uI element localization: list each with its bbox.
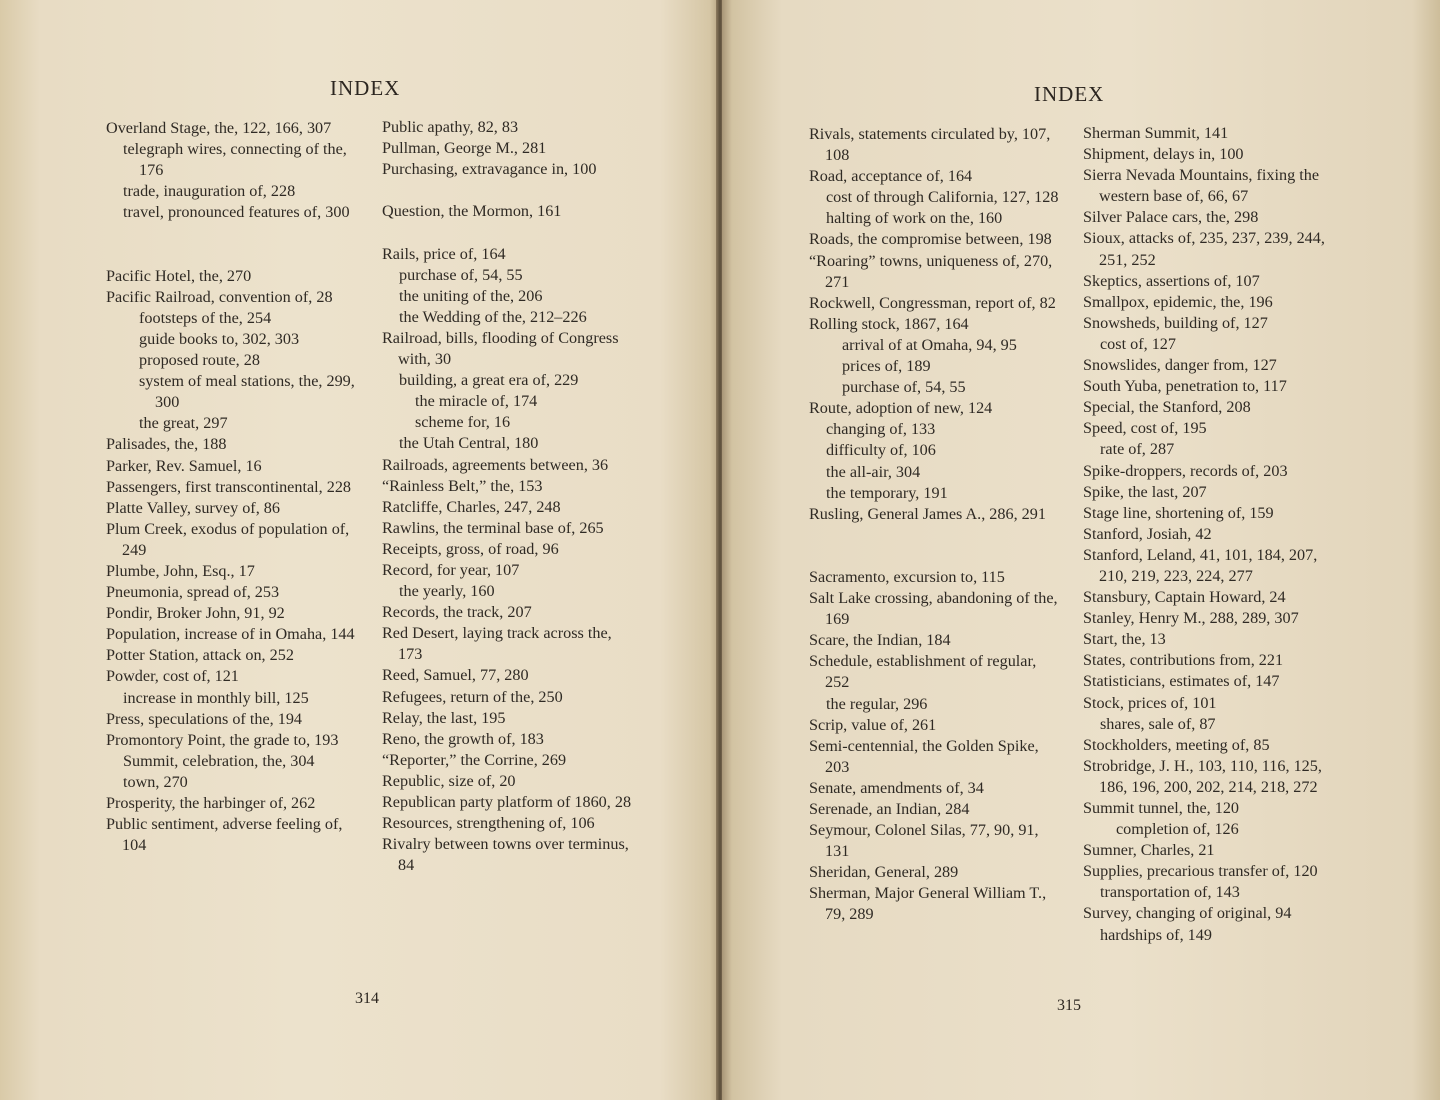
index-subentry: the regular, 296 (826, 694, 928, 713)
entry-spacer (809, 546, 1061, 567)
index-entry: Sherman, Major General William T., 79, 289 (809, 884, 1047, 924)
index-entry: Republican party platform of 1860, 28 (382, 793, 632, 811)
index-entry: Sheridan, General, 289 (809, 863, 959, 882)
index-entry: Railroads, agreements between, 36 (382, 455, 609, 474)
index-entry: Public sentiment, adverse feeling of, 104 (106, 815, 343, 855)
index-entry: Roads, the compromise between, 198 (809, 230, 1052, 249)
index-entry: Republic, size of, 20 (382, 771, 516, 790)
index-subentry: telegraph wires, connecting of the, 176 (123, 140, 347, 180)
index-entry: Stockholders, meeting of, 85 (1083, 735, 1270, 754)
index-entry: Scrip, value of, 261 (809, 715, 937, 734)
index-column (809, 124, 1061, 926)
index-entry: Potter Station, attack on, 252 (106, 646, 294, 665)
index-entry: Public apathy, 82, 83 (382, 118, 519, 136)
index-subentry: arrival of at Omaha, 94, 95 (842, 335, 1017, 354)
index-subentry: the great, 297 (139, 414, 228, 433)
index-subentry: town, 270 (123, 772, 188, 791)
index-entry: Schedule, establishment of regular, 252 (809, 652, 1037, 692)
index-entry: “Rainless Belt,” the, 153 (382, 476, 543, 495)
index-subentry: purchase of, 54, 55 (399, 265, 523, 284)
index-entry: Rivals, statements circulated by, 107, 108 (809, 125, 1051, 165)
entry-spacer (382, 180, 634, 201)
index-entry: Red Desert, laying track across the, 173 (382, 624, 612, 664)
index-entry: South Yuba, penetration to, 117 (1083, 377, 1287, 396)
index-subentry: the uniting of the, 206 (399, 286, 543, 305)
index-subentry: travel, pronounced features of, 300 (123, 203, 350, 222)
index-entry: Stanford, Josiah, 42 (1083, 524, 1212, 543)
index-subentry: halting of work on the, 160 (826, 209, 1003, 228)
index-subentry: trade, inauguration of, 228 (123, 182, 296, 201)
right-page (722, 0, 1440, 1100)
page-header: INDEX (1034, 82, 1105, 106)
index-entry: Strobridge, J. H., 103, 110, 116, 125, 186, 196, 200, 202, 214, 218, 272 (1083, 756, 1322, 796)
index-subentry: hardships of, 149 (1100, 925, 1212, 944)
index-subentry: system of meal stations, the, 299, 300 (139, 372, 355, 412)
index-entry: Sierra Nevada Mountains, fixing the western base of, 66, 67 (1083, 166, 1320, 206)
index-subentry: transportation of, 143 (1100, 883, 1240, 902)
index-entry: Railroad, bills, flooding of Congress with, 30 (382, 328, 619, 369)
index-entry: Press, speculations of the, 194 (106, 709, 303, 728)
index-subentry: scheme for, 16 (415, 413, 511, 432)
index-entry: Smallpox, epidemic, the, 196 (1083, 292, 1273, 311)
entry-spacer (809, 525, 1061, 546)
index-subentry: cost of through California, 127, 128 (826, 188, 1059, 207)
page-number: 315 (1057, 997, 1081, 1014)
index-entry: Sumner, Charles, 21 (1083, 841, 1215, 860)
index-entry: Reno, the growth of, 183 (382, 729, 544, 748)
index-subentry: changing of, 133 (826, 420, 936, 439)
index-entry: Sherman Summit, 141 (1083, 124, 1229, 142)
index-column (382, 117, 634, 876)
index-subentry: difficulty of, 106 (826, 441, 936, 460)
index-entry: Rolling stock, 1867, 164 (809, 314, 969, 333)
index-entry: Stage line, shortening of, 159 (1083, 503, 1274, 522)
index-column (1083, 123, 1335, 946)
index-entry: Population, increase of in Omaha, 144 (106, 625, 355, 644)
index-entry: Spike, the last, 207 (1083, 482, 1207, 501)
index-entry: Platte Valley, survey of, 86 (106, 498, 280, 517)
index-entry: Survey, changing of original, 94 (1083, 904, 1292, 923)
index-subentry: guide books to, 302, 303 (139, 329, 300, 348)
index-entry: Records, the track, 207 (382, 603, 532, 622)
page-number: 314 (355, 990, 379, 1007)
index-entry: Stansbury, Captain Howard, 24 (1083, 588, 1286, 607)
index-entry: Prosperity, the harbinger of, 262 (106, 794, 316, 812)
index-entry: Start, the, 13 (1083, 630, 1166, 649)
index-entry: Sioux, attacks of, 235, 237, 239, 244, 251, 252 (1083, 229, 1325, 269)
index-entry: Pondir, Broker John, 91, 92 (106, 604, 285, 623)
index-entry: States, contributions from, 221 (1083, 651, 1284, 670)
index-entry: Relay, the last, 195 (382, 708, 506, 727)
index-entry: Statisticians, estimates of, 147 (1083, 672, 1280, 691)
index-entry: Rusling, General James A., 286, 291 (809, 504, 1046, 523)
left-page (0, 0, 718, 1100)
index-entry: Snowsheds, building of, 127 (1083, 313, 1268, 332)
index-entry: Snowslides, danger from, 127 (1083, 356, 1277, 375)
index-entry: Rawlins, the terminal base of, 265 (382, 518, 604, 537)
index-subentry: footsteps of the, 254 (139, 308, 272, 327)
index-entry: Record, for year, 107 (382, 560, 520, 579)
index-entry: Receipts, gross, of road, 96 (382, 539, 559, 558)
index-subentry: prices of, 189 (842, 357, 931, 376)
entry-spacer (106, 245, 358, 266)
index-entry: Pneumonia, spread of, 253 (106, 583, 280, 602)
index-entry: Stanford, Leland, 41, 101, 184, 207, 210, 219, 223, 224, 277 (1083, 545, 1318, 585)
index-entry: Rockwell, Congressman, report of, 82 (809, 293, 1056, 312)
index-subentry: the Wedding of the, 212–226 (399, 307, 587, 326)
index-entry: Sacramento, excursion to, 115 (809, 567, 1005, 586)
index-subentry: the temporary, 191 (826, 483, 948, 502)
index-entry: Pacific Hotel, the, 270 (106, 266, 252, 285)
index-entry: Parker, Rev. Samuel, 16 (106, 456, 262, 475)
index-entry: Shipment, delays in, 100 (1083, 145, 1244, 164)
index-entry: Semi-centennial, the Golden Spike, 203 (809, 736, 1039, 776)
index-subentry: building, a great era of, 229 (399, 371, 579, 390)
index-entry: Senate, amendments of, 34 (809, 778, 984, 797)
index-entry: Purchasing, extravagance in, 100 (382, 160, 597, 179)
index-subentry: rate of, 287 (1100, 440, 1175, 459)
index-subentry: the yearly, 160 (399, 582, 495, 601)
index-entry: Passengers, first transcontinental, 228 (106, 477, 352, 496)
index-subentry: the Utah Central, 180 (399, 434, 539, 453)
index-entry: Rivalry between towns over terminus, 84 (382, 835, 629, 875)
index-entry: Summit tunnel, the, 120 (1083, 799, 1240, 817)
index-subentry: cost of, 127 (1100, 334, 1176, 353)
index-entry: Special, the Stanford, 208 (1083, 398, 1251, 417)
index-entry: Palisades, the, 188 (106, 435, 227, 454)
entry-spacer (382, 222, 634, 243)
index-subentry: Summit, celebration, the, 304 (123, 751, 315, 770)
index-entry: Question, the Mormon, 161 (382, 202, 562, 221)
page-header: INDEX (330, 76, 401, 100)
index-entry: Skeptics, assertions of, 107 (1083, 271, 1260, 290)
index-entry: Stanley, Henry M., 288, 289, 307 (1083, 609, 1299, 628)
index-entry: Pullman, George M., 281 (382, 139, 547, 158)
index-entry: Pacific Railroad, convention of, 28 (106, 287, 333, 306)
index-entry: Rails, price of, 164 (382, 244, 506, 263)
index-entry: Promontory Point, the grade to, 193 (106, 730, 339, 749)
index-subentry: proposed route, 28 (139, 351, 260, 370)
index-entry: Speed, cost of, 195 (1083, 419, 1207, 438)
index-entry: Refugees, return of the, 250 (382, 687, 563, 706)
index-entry: Serenade, an Indian, 284 (809, 800, 970, 818)
index-entry: Route, adoption of new, 124 (809, 399, 993, 418)
index-subentry: increase in monthly bill, 125 (123, 688, 309, 707)
index-entry: Plum Creek, exodus of population of, 249 (106, 519, 350, 559)
index-entry: Overland Stage, the, 122, 166, 307 (106, 119, 332, 137)
index-entry: “Reporter,” the Corrine, 269 (382, 750, 567, 769)
index-entry: Salt Lake crossing, abandoning of the, 169 (809, 589, 1058, 629)
index-column (106, 118, 358, 856)
index-entry: “Roaring” towns, uniqueness of, 270, 271 (809, 251, 1053, 291)
index-entry: Seymour, Colonel Silas, 77, 90, 91, 131 (809, 821, 1039, 861)
index-entry: Spike-droppers, records of, 203 (1083, 461, 1288, 480)
index-entry: Resources, strengthening of, 106 (382, 814, 595, 833)
index-entry: Reed, Samuel, 77, 280 (382, 666, 529, 685)
index-subentry: the miracle of, 174 (415, 392, 538, 411)
index-entry: Road, acceptance of, 164 (809, 167, 973, 186)
index-entry: Ratcliffe, Charles, 247, 248 (382, 497, 561, 516)
index-subentry: shares, sale of, 87 (1100, 714, 1216, 733)
index-subentry: completion of, 126 (1116, 820, 1239, 839)
index-entry: Powder, cost of, 121 (106, 667, 239, 686)
index-entry: Silver Palace cars, the, 298 (1083, 208, 1259, 227)
entry-spacer (106, 223, 358, 244)
index-subentry: purchase of, 54, 55 (842, 378, 966, 397)
index-subentry: the all-air, 304 (826, 462, 921, 481)
index-entry: Scare, the Indian, 184 (809, 631, 951, 650)
index-entry: Plumbe, John, Esq., 17 (106, 561, 255, 580)
index-entry: Stock, prices of, 101 (1083, 693, 1217, 712)
index-entry: Supplies, precarious transfer of, 120 (1083, 862, 1318, 881)
